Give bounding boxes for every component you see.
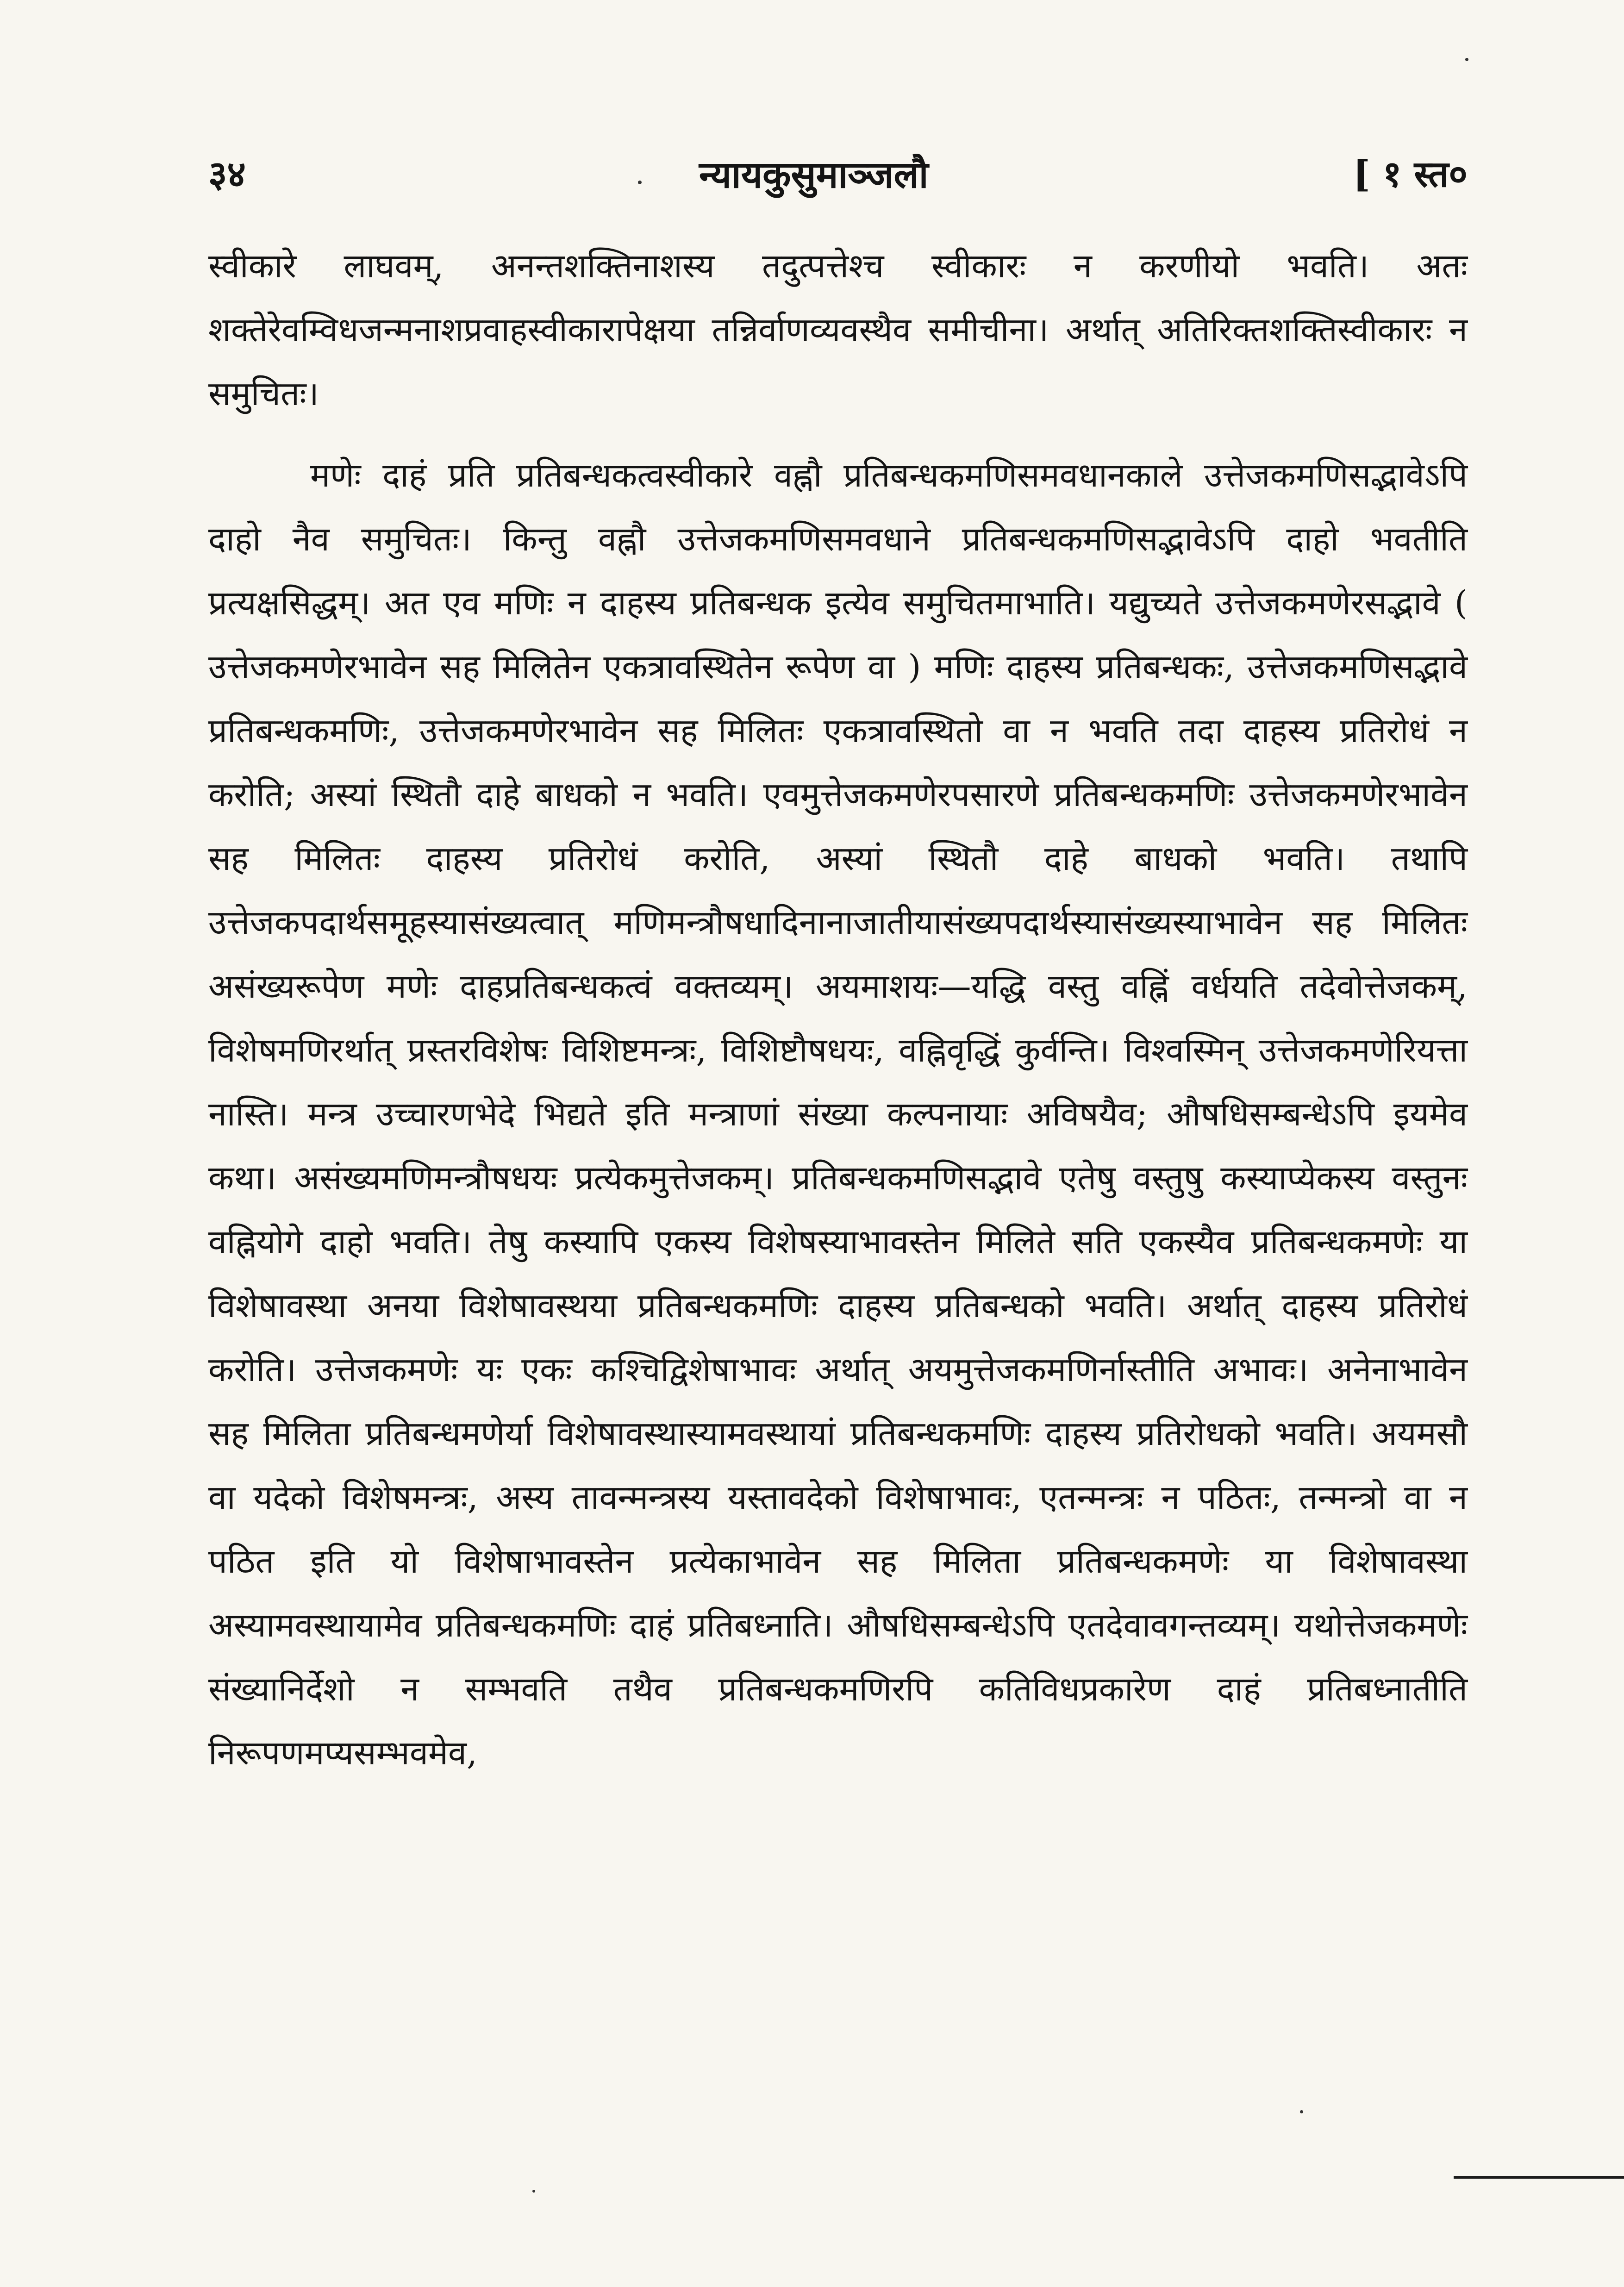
paragraph-continued: स्वीकारे लाघवम्, अनन्तशक्तिनाशस्य तदुत्पत्तेश्च स्वीकारः न करणीयो भवति। अतः शक्तेरेवम्विधजन्मनाशप्रवाहस्वीकारापेक्षया तन्निर्वाणव्यवस्थैव समीचीना। अर्थात् अतिरिक्तशक्तिस्वीकारः न समुचितः। <box>208 246 1468 413</box>
scan-speck <box>638 181 642 184</box>
section-reference: [ १ स्त० <box>1353 153 1468 195</box>
paragraph: मणेः दाहं प्रति प्रतिबन्धकत्वस्वीकारे वह्नौ प्रतिबन्धकमणिसमवधानकाले उत्तेजकमणिसद्भावेऽपि दाहो नैव समुचितः। किन्तु वह्नौ उत्तेजकमणिसमवधाने प्रतिबन्धकमणिसद्भावेऽपि दाहो भवतीति प्रत्यक्षसिद्धम्। अत एव मणिः न दाहस्य प्रतिबन्धक इत्येव समुचितमाभाति। यद्युच्यते उत्तेजकमणेरसद्भावे ( उत्तेजकमणेरभावेन सह मिलितेन एकत्रावस्थितेन रूपेण वा ) मणिः दाहस्य प्रतिबन्धकः, उत्तेजकमणिसद्भावे प्रतिबन्धकमणिः, उत्तेजकमणेरभावेन सह मिलितः एकत्रावस्थितो वा न भवति तदा दाहस्य प्रतिरोधं न करोति; अस्यां स्थितौ दाहे बाधको न भवति। एवमुत्तेजकमणेरपसारणे प्रतिबन्धकमणिः उत्तेजकमणेरभावेन सह मिलितः दाहस्य प्रतिरोधं करोति, अस्यां स्थितौ दाहे बाधको भवति। तथापि उत्तेजकपदार्थसमूहस्यासंख्यत्वात् मणिमन्त्रौषधादिनानाजातीयासंख्यपदार्थस्यासंख्यस्याभावेन सह मिलितः असंख्यरूपेण मणेः दाहप्रतिबन्धकत्वं वक्तव्यम्। अयमाशयः—यद्धि वस्तु वह्निं वर्धयति तदेवोत्तेजकम्, विशेषमणिरर्थात् प्रस्तरविशेषः विशिष्टमन्त्रः, विशिष्टौषधयः, वह्निवृद्धिं कुर्वन्ति। विश्वस्मिन् उत्तेजकमणेरियत्ता नास्ति। मन्त्र उच्चारणभेदे भिद्यते इति मन्त्राणां संख्या कल्पनायाः अविषयैव; औषधिसम्बन्धेऽपि इयमेव कथा। असंख्यमणिमन्त्रौषधयः प्रत्येकमुत्तेजकम्। प्रतिबन्धकमणिसद्भावे एतेषु वस्तुषु कस्याप्येकस्य वस्तुनः वह्नियोगे दाहो भवति। तेषु कस्यापि एकस्य विशेषस्याभावस्तेन मिलिते सति एकस्यैव प्रतिबन्धकमणेः या विशेषावस्था अनया विशेषावस्थया प्रतिबन्धकमणिः दाहस्य प्रतिबन्धको भवति। अर्थात् दाहस्य प्रतिरोधं करोति। उत्तेजकमणेः यः एकः कश्चिद्विशेषाभावः अर्थात् अयमुत्तेजकमणिर्नास्तीति अभावः। अनेनाभावेन सह मिलिता प्रतिबन्धमणेर्या विशेषावस्थास्यामवस्थायां प्रतिबन्धकमणिः दाहस्य प्रतिरोधको भवति। अयमसौ वा यदेको विशेषमन्त्रः, अस्य तावन्मन्त्रस्य यस्तावदेको विशेषाभावः, एतन्मन्त्रः न पठितः, तन्मन्त्रो वा न पठित इति यो विशेषाभावस्तेन प्रत्येकाभावेन सह मिलिता प्रतिबन्धकमणेः या विशेषावस्था अस्यामवस्थायामेव प्रतिबन्धकमणिः दाहं प्रतिबध्नाति। औषधिसम्बन्धेऽपि एतदेवावगन्तव्यम्। यथोत्तेजकमणेः संख्यानिर्देशो न सम्भवति तथैव प्रतिबन्धकमणिरपि कतिविधप्रकारेण दाहं प्रतिबध्नातीति निरूपणमप्यसम्भवमेव, <box>208 456 1468 1772</box>
footnote-rule <box>1454 2176 1624 2179</box>
page-number: ३४ <box>208 153 246 195</box>
page-header <box>208 148 1468 213</box>
scan-speck <box>1300 2110 1303 2113</box>
scan-speck <box>1465 58 1468 61</box>
scan-speck <box>532 2190 535 2193</box>
running-title: न्यायकुसुमाञ्जलौ <box>699 153 929 196</box>
page-body <box>208 234 1468 1785</box>
